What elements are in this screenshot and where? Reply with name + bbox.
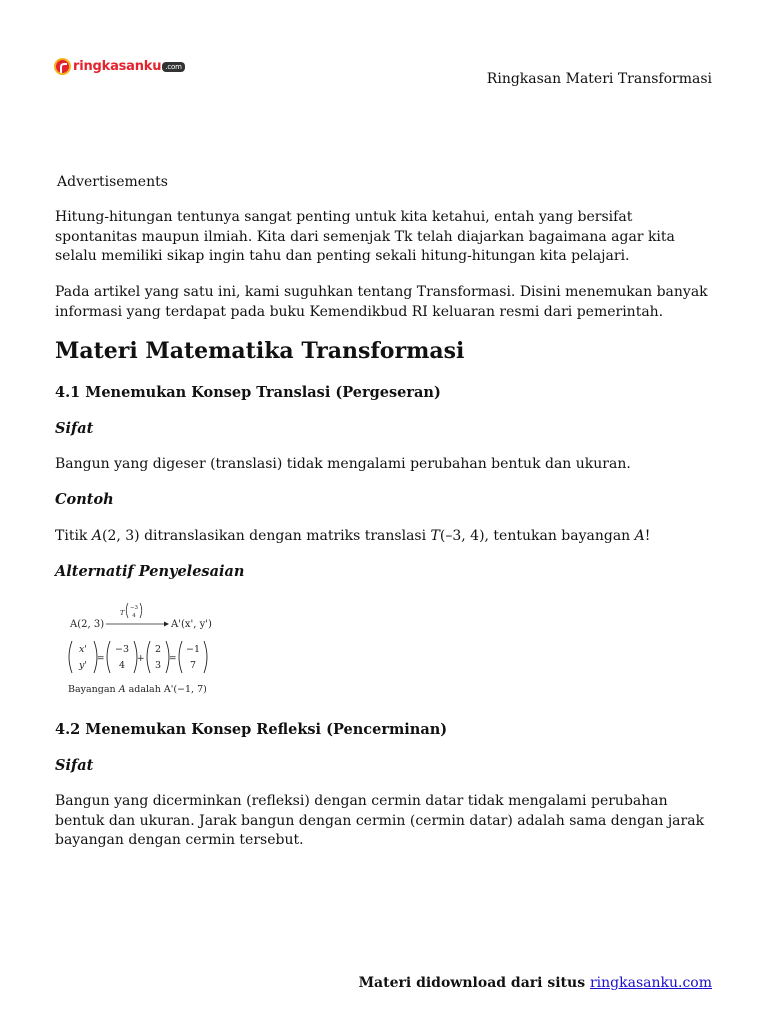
matrix-1-bottom: y': [79, 660, 87, 671]
matrix-4-bottom: 7: [189, 660, 197, 671]
solution-label: Alternatif Penyelesaian: [55, 563, 245, 580]
formula-equals-1: =: [97, 654, 105, 664]
formula-equals-2: =: [169, 654, 177, 664]
formula-arrow-t: T: [120, 609, 125, 617]
translation-formula-figure: [58, 594, 228, 700]
page-title: Materi Matematika Transformasi: [55, 338, 465, 364]
footer-text: Materi didownload dari situs: [358, 975, 590, 991]
formula-arrow-top: −3: [129, 605, 139, 611]
section-heading-translasi: 4.1 Menemukan Konsep Translasi (Pergeseran): [55, 384, 441, 401]
formula-point-a: A(2, 3): [70, 619, 105, 630]
footer-note: [359, 975, 712, 991]
sifat-text-2: Bangun yang dicerminkan (refleksi) dengan cermin datar tidak mengalami perubahan bentuk dan ukuran. Jarak bangun dengan cermin (cermin datar) adalah sama dengan jarak bayangan dengan cermin tersebut.: [55, 793, 705, 848]
site-logo: [54, 56, 185, 76]
document-header-title: Ringkasan Materi Transformasi: [486, 71, 712, 87]
matrix-4-top: −1: [185, 644, 201, 655]
logo-mark-icon: [54, 58, 71, 75]
contoh-text: Titik A(2, 3) ditranslasikan dengan matriks translasi T(–3, 4), tentukan bayangan A!: [55, 528, 651, 544]
matrix-1-top: x': [79, 644, 87, 655]
formula-result: Bayangan A adalah A'(−1, 7): [68, 684, 207, 695]
section-heading-refleksi: 4.2 Menemukan Konsep Refleksi (Pencerminan): [55, 721, 448, 738]
intro-paragraph-2: Pada artikel yang satu ini, kami suguhkan tentang Transformasi. Disini menemukan banyak informasi yang terdapat pada buku Kemendikbud RI keluaran resmi dari pemerintah.: [55, 284, 708, 320]
intro-paragraph-1: Hitung-hitungan tentunya sangat penting untuk kita ketahui, entah yang bersifat spontanitas maupun ilmiah. Kita dari semenjak Tk telah diajarkan bagaimana agar kita selalu memiliki sikap ingin tahu dan penting sekali hitung-hitungan kita pelajari.: [55, 209, 675, 264]
sifat-label-2: Sifat: [55, 757, 94, 774]
matrix-3-bottom: 3: [154, 660, 162, 671]
sifat-text: Bangun yang digeser (translasi) tidak mengalami perubahan bentuk dan ukuran.: [55, 456, 631, 472]
footer-link[interactable]: ringkasanku.com: [589, 975, 712, 991]
formula-arrow-bottom: 4: [132, 613, 136, 619]
sifat-label: Sifat: [55, 420, 94, 437]
matrix-3-top: 2: [154, 644, 162, 655]
contoh-label: Contoh: [55, 491, 114, 508]
formula-plus: +: [137, 654, 145, 664]
formula-arrow-head: [164, 622, 169, 627]
logo-wordmark: ringkasanku .com: [73, 59, 185, 74]
formula-point-a-prime: A'(x', y'): [171, 619, 212, 630]
matrix-2-top: −3: [114, 644, 130, 655]
advertisements-label: Advertisements: [57, 174, 168, 190]
matrix-2-bottom: 4: [118, 660, 126, 671]
